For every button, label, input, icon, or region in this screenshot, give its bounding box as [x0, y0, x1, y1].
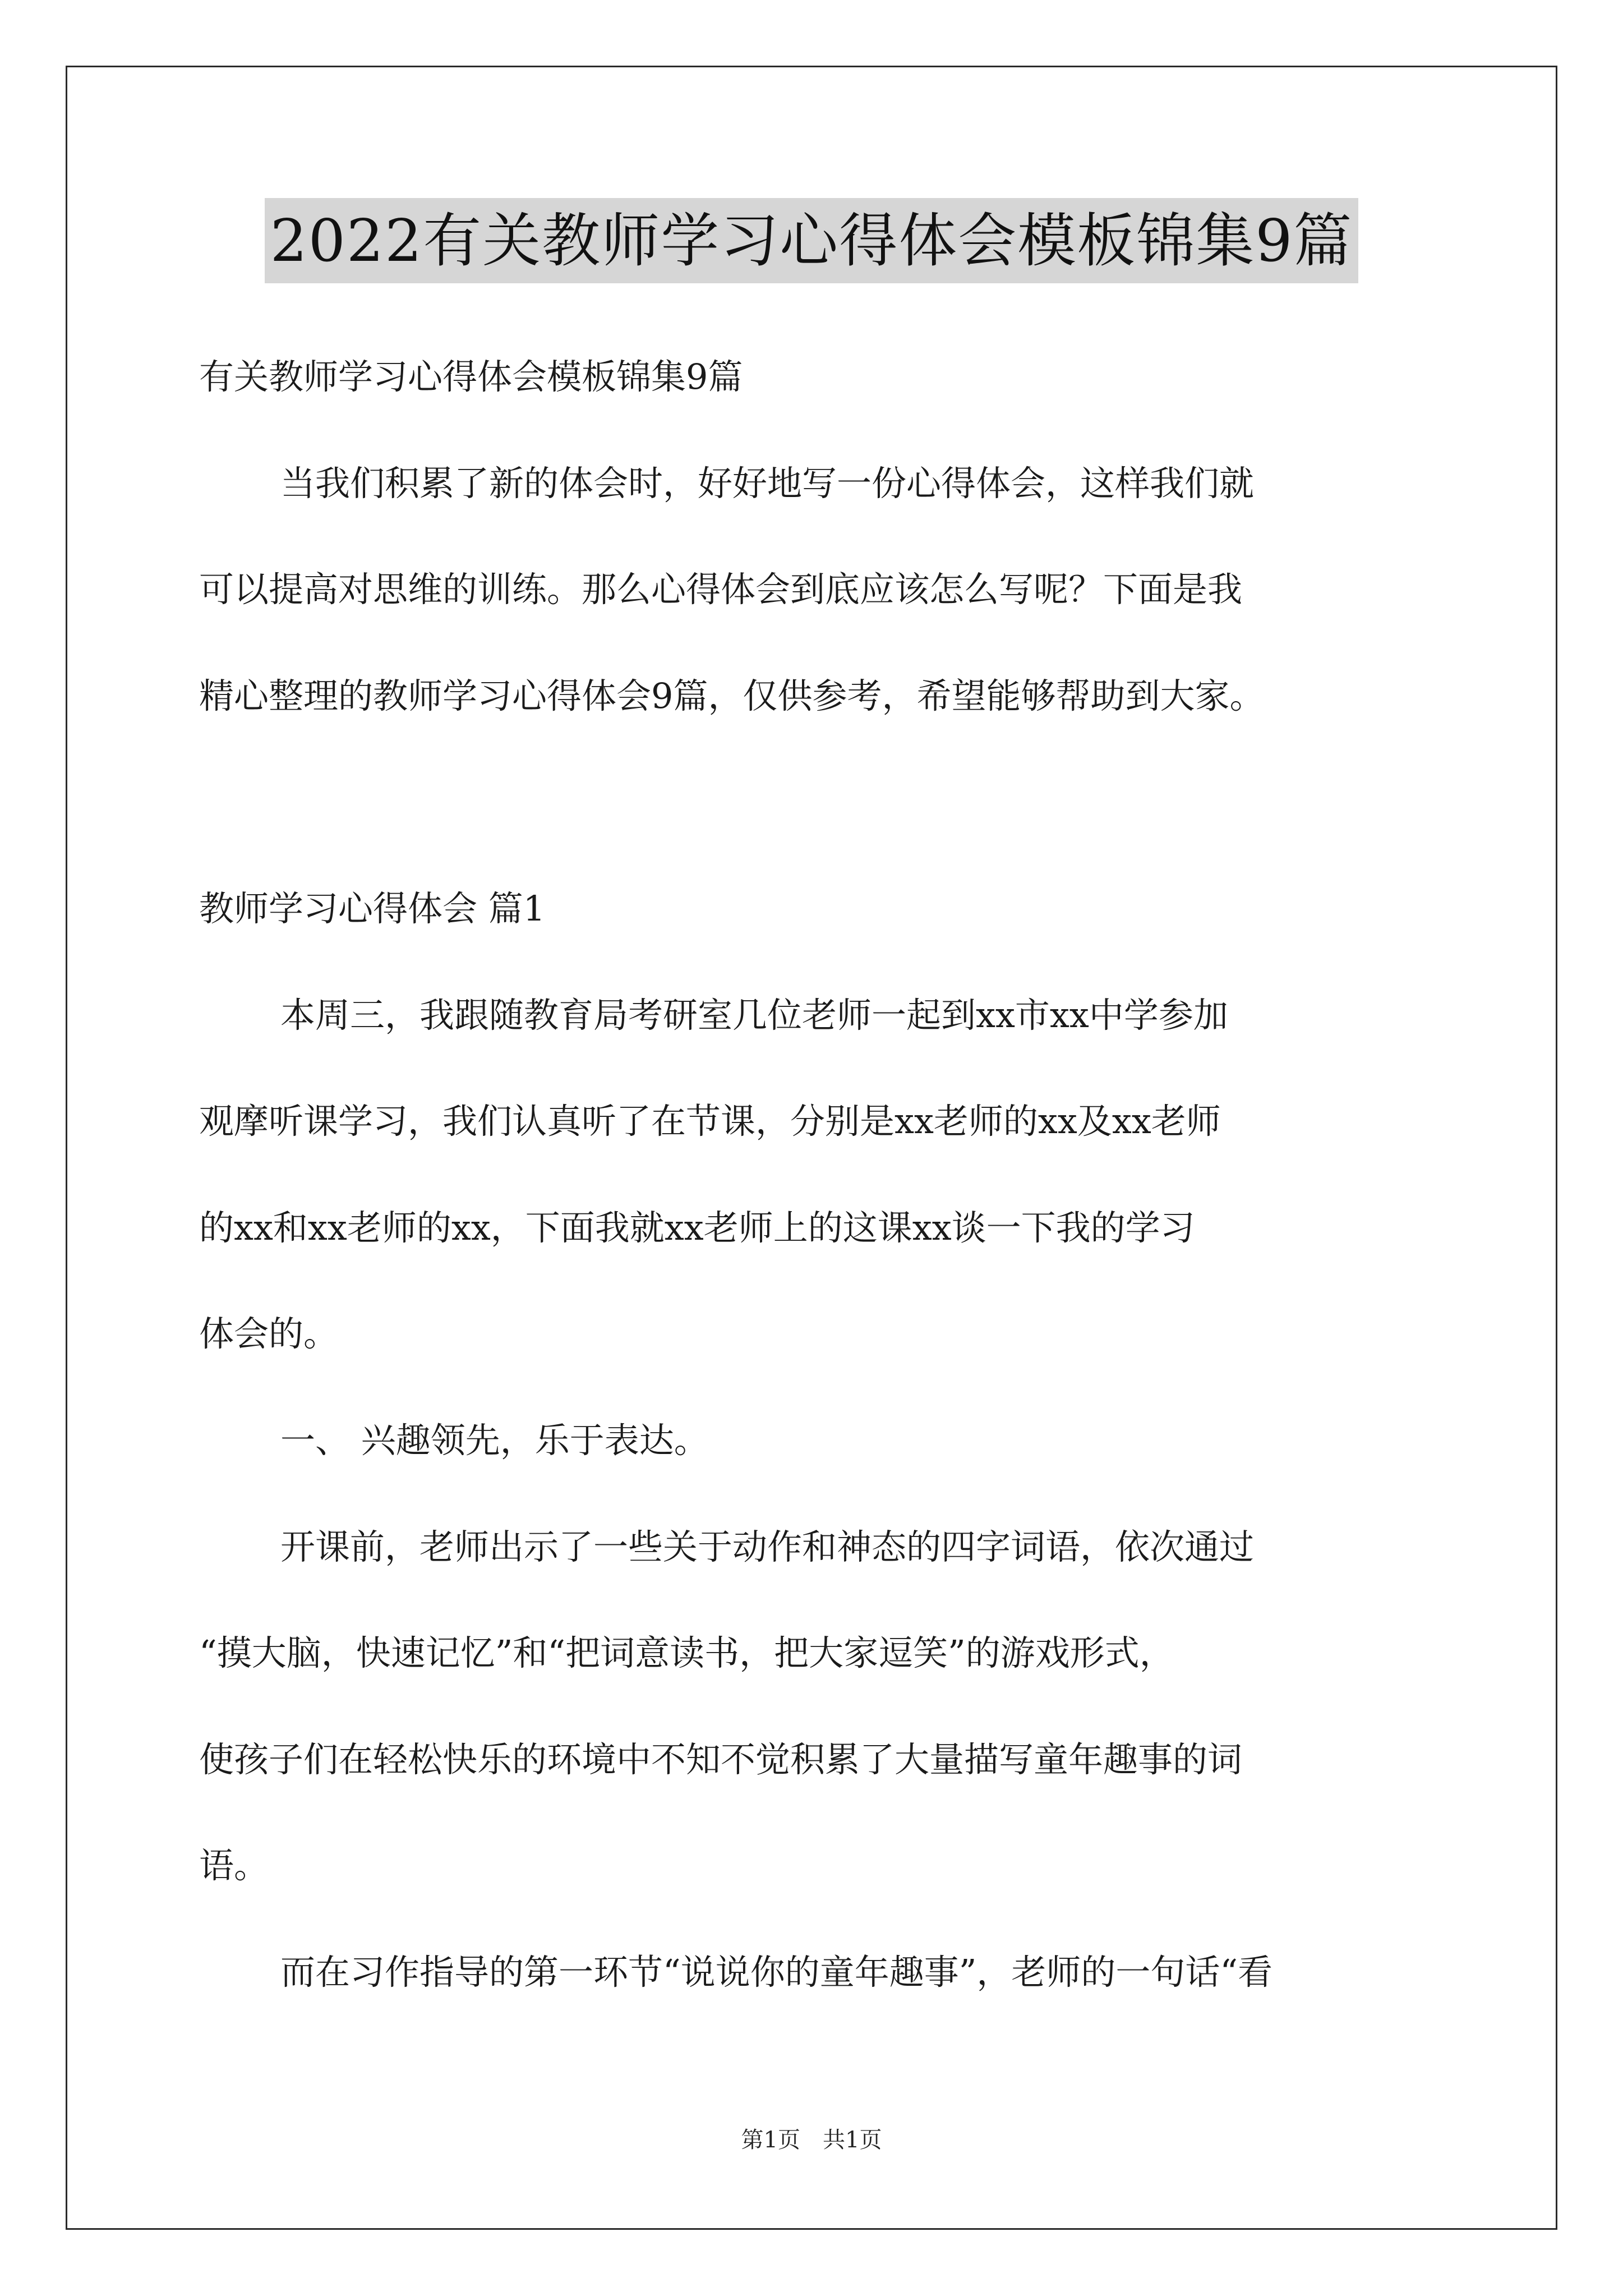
paragraph-line: “摸大脑，快速记忆”和“把词意读书，把大家逗笑”的游戏形式，: [199, 1632, 1174, 1673]
subtitle-line: 有关教师学习心得体会模板锦集9篇: [199, 356, 743, 397]
document-title: 2022有关教师学习心得体会模板锦集9篇: [265, 198, 1359, 283]
paragraph-line: 而在习作指导的第一环节“说说你的童年趣事”，老师的一句话“看: [280, 1952, 1273, 1993]
paragraph-line: 可以提高对思维的训练。那么心得体会到底应该怎么写呢？下面是我: [199, 569, 1243, 610]
title-container: [0, 198, 1623, 283]
paragraph-line: 当我们积累了新的体会时，好好地写一份心得体会，这样我们就: [280, 463, 1255, 504]
paragraph-line: 语。: [199, 1845, 269, 1886]
paragraph-line: 体会的。: [199, 1313, 339, 1354]
paragraph-line: 开课前，老师出示了一些关于动作和神态的四字词语，依次通过: [280, 1526, 1255, 1567]
paragraph-line: 本周三，我跟随教育局考研室几位老师一起到xx市xx中学参加: [280, 995, 1228, 1036]
page-number-footer: 第1页 共1页: [741, 2127, 882, 2153]
paragraph-line: 使孩子们在轻松快乐的环境中不知不觉积累了大量描写童年趣事的词: [199, 1739, 1243, 1780]
paragraph-line: 的xx和xx老师的xx，下面我就xx老师上的这课xx谈一下我的学习: [199, 1207, 1195, 1248]
paragraph-line: 精心整理的教师学习心得体会9篇，仅供参考，希望能够帮助到大家。: [199, 675, 1265, 716]
section-heading: 教师学习心得体会 篇1: [199, 888, 546, 929]
list-heading: 一、 兴趣领先，乐于表达。: [280, 1420, 709, 1461]
paragraph-line: 观摩听课学习，我们认真听了在节课，分别是xx老师的xx及xx老师: [199, 1101, 1221, 1142]
